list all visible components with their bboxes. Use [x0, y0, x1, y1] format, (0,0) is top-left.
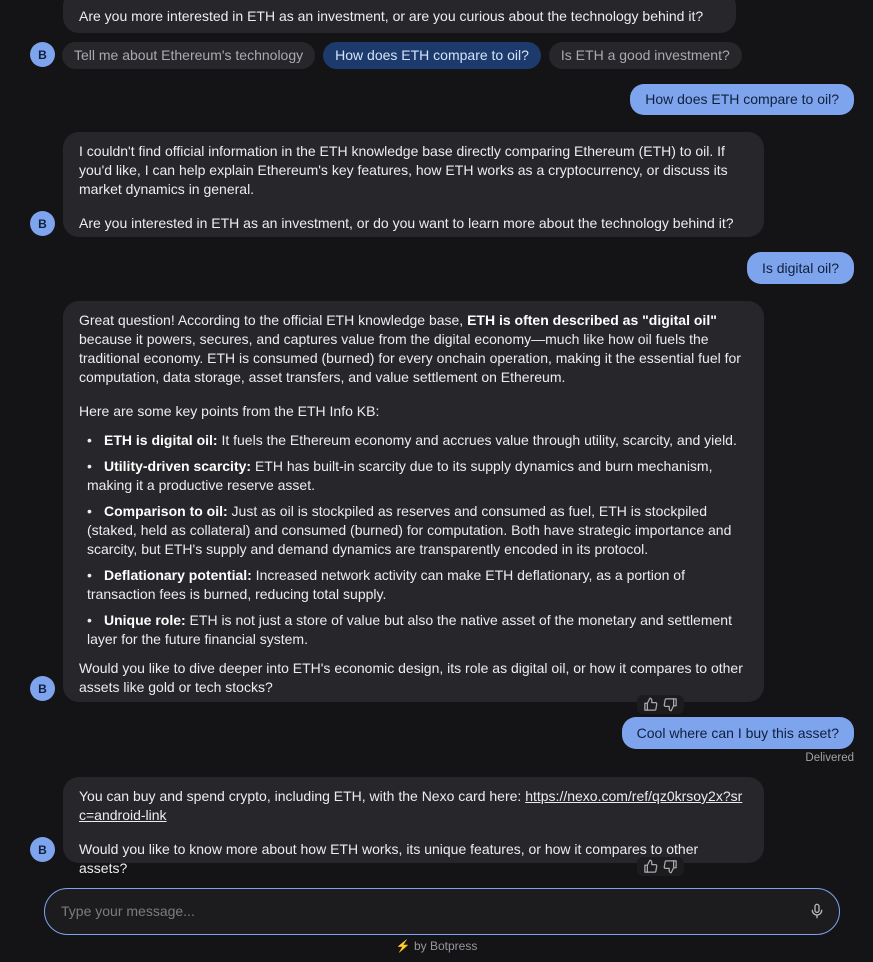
- list-item: • Unique role: ETH is not just a store of value but also the native asset of the monetary and settlement layer for the future financial system.: [87, 611, 748, 649]
- user-message: Cool where can I buy this asset?: [622, 717, 854, 749]
- suggestion-chip[interactable]: Is ETH a good investment?: [549, 42, 742, 69]
- message-text: Great question! According to the official ETH knowledge base, ETH is often described as "digital oil" because it powers, secures, and captures value from the digital economy—much like how oil fuels the traditional economy. ETH is consumed (burned) for every onchain operation, making it the essential fuel for computation, data storage, asset transfers, and value settlement on Ethereum.: [79, 312, 741, 385]
- list-item: • ETH is digital oil: It fuels the Ethereum economy and accrues value through utility, scarcity, and yield.: [87, 431, 748, 450]
- message-feedback: [637, 857, 684, 876]
- message-text: You can buy and spend crypto, including ETH, with the Nexo card here: https://nexo.com/ref/qz0krsoy2x?src=android-link: [79, 788, 743, 823]
- bot-message: [63, 301, 764, 702]
- thumbs-down-icon[interactable]: [663, 859, 678, 874]
- message-composer: [44, 888, 840, 935]
- microphone-icon[interactable]: [809, 903, 825, 919]
- avatar: B: [30, 837, 55, 862]
- message-text: Would you like to dive deeper into ETH's economic design, its role as digital oil, or how it compares to other assets like gold or tech stocks?: [79, 660, 743, 695]
- bolt-icon: ⚡: [395, 939, 411, 953]
- list-item: • Comparison to oil: Just as oil is stockpiled as reserves and consumed as fuel, ETH is stockpiled (staked, held as collateral) and consumed (burned) for computation. Both have strategic importance and scarcity, but ETH's supply and demand dynamics are transparently encoded in its protocol.: [87, 502, 748, 559]
- powered-by[interactable]: [0, 939, 873, 953]
- avatar: B: [30, 42, 55, 67]
- suggestion-chip-selected[interactable]: How does ETH compare to oil?: [323, 42, 541, 69]
- list-item: • Utility-driven scarcity: ETH has built-in scarcity due to its supply dynamics and burn mechanism, making it a productive reserve asset.: [87, 457, 748, 495]
- delivery-status: Delivered: [805, 752, 854, 764]
- user-message: How does ETH compare to oil?: [630, 84, 854, 115]
- message-text: I couldn't find official information in the ETH knowledge base directly comparing Ethereum (ETH) to oil. If you'd like, I can help explain Ethereum's key features, how ETH works as a cryptocurrency, or discuss its market dynamics in general.: [79, 143, 728, 197]
- nexo-link[interactable]: https://nexo.com/ref/qz0krsoy2x?src=android-link: [79, 788, 743, 823]
- suggestion-chip[interactable]: Tell me about Ethereum's technology: [62, 42, 315, 69]
- avatar: B: [30, 676, 55, 701]
- avatar: B: [30, 211, 55, 236]
- thumbs-down-icon[interactable]: [663, 697, 678, 712]
- user-message: Is digital oil?: [747, 252, 854, 284]
- powered-by-text: by Botpress: [413, 939, 478, 953]
- message-text: Are you interested in ETH as an investment, or do you want to learn more about the technology behind it?: [79, 215, 734, 231]
- message-text: Here are some key points from the ETH Info KB:: [79, 403, 380, 419]
- thumbs-up-icon[interactable]: [643, 697, 658, 712]
- key-points-list: [87, 431, 748, 649]
- thumbs-up-icon[interactable]: [643, 859, 658, 874]
- message-text: Are you more interested in ETH as an investment, or are you curious about the technology behind it?: [79, 8, 704, 24]
- suggestion-chips: [62, 42, 742, 69]
- bot-message: [63, 132, 764, 237]
- bot-message: [63, 0, 736, 33]
- list-item: • Deflationary potential: Increased network activity can make ETH deflationary, as a portion of transaction fees is burned, reducing total supply.: [87, 566, 748, 604]
- bot-message: [63, 777, 764, 876]
- message-feedback: [637, 695, 684, 714]
- message-input[interactable]: [61, 889, 781, 933]
- message-text: Would you like to know more about how ETH works, its unique features, or how it compares to other assets?: [79, 841, 699, 876]
